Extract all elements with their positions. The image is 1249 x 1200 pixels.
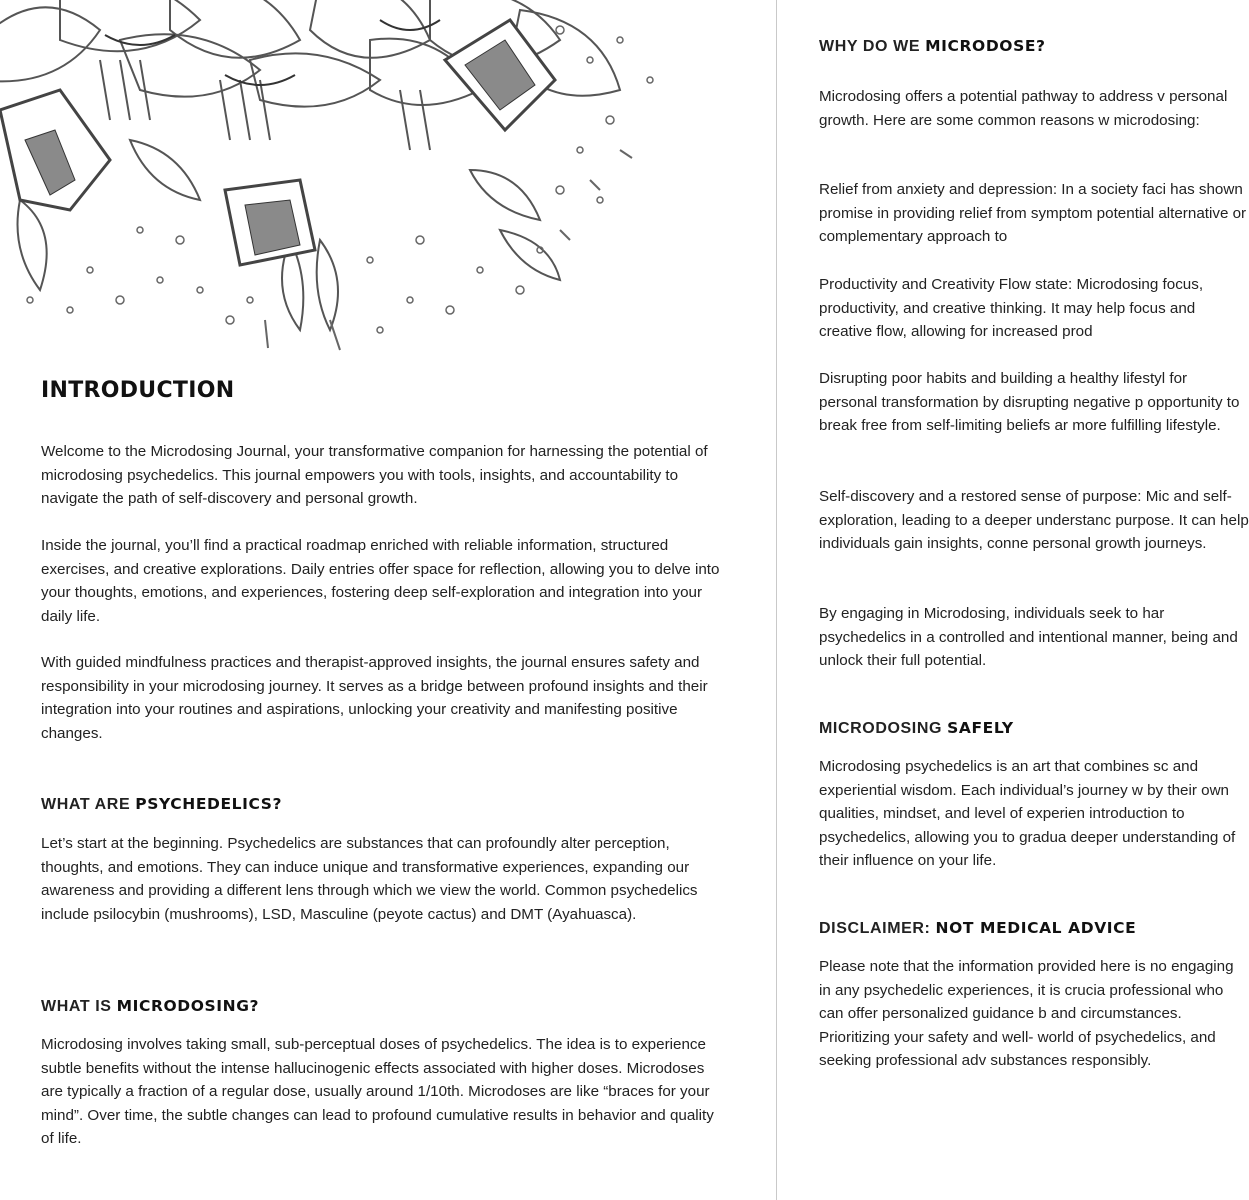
psychedelics-body: Let’s start at the beginning. Psychedelics are substances that can profoundly alter perception, thoughts, and emotions. They can induce unique and transformative experiences, expanding our awareness and providing a different lens through which we view the world. Common psychedelics include psilocybin (mushrooms), LSD, Masculine (peyote cactus) and DMT (Ayahuasca). xyxy=(41,835,698,923)
disclaimer-heading-bold: NOT MEDICAL ADVICE xyxy=(935,919,1137,937)
why-intro: Microdosing offers a potential pathway to address v personal growth. Here are some common reasons w microdosing: xyxy=(819,88,1228,129)
disclaimer-heading-prefix: DISCLAIMER: xyxy=(819,920,936,937)
psychedelics-heading-prefix: WHAT ARE xyxy=(41,796,136,813)
disclaimer-heading xyxy=(819,919,1136,938)
page-title: INTRODUCTION xyxy=(41,378,235,403)
disclaimer-body: Please note that the information provided here is no engaging in any psychedelic experiences, it is crucia professional who can offer personalized guidance b and circumstances. Prioritizing your safety and well- world of psychedelics, and seeking professional adv substances responsibly. xyxy=(819,958,1234,1070)
why-reason-1: Relief from anxiety and depression: In a society faci has shown promise in providing relief from symptom potential alternative or complementary approach to xyxy=(819,181,1247,246)
safely-heading-prefix: MICRODOSING xyxy=(819,720,948,737)
psychedelics-heading-bold: PSYCHEDELICS? xyxy=(135,795,283,813)
why-reason-4: Self-discovery and a restored sense of purpose: Mic and self-exploration, leading to a deeper understanc purpose. It can help individuals gain insights, conne personal growth journeys. xyxy=(819,488,1249,553)
why-heading-prefix: WHY DO WE xyxy=(819,38,926,55)
why-reason-3: Disrupting poor habits and building a healthy lifestyl for personal transformation by disrupting negative p opportunity to break free from self-limiting beliefs ar more fulfilling lifestyle. xyxy=(819,370,1240,435)
why-heading-bold: MICRODOSE? xyxy=(925,37,1046,55)
right-page xyxy=(777,0,1249,1200)
psychedelics-heading xyxy=(41,795,282,814)
microdosing-heading-prefix: WHAT IS xyxy=(41,998,117,1015)
microdosing-body: Microdosing involves taking small, sub-perceptual doses of psychedelics. The idea is to experience subtle benefits without the intense hallucinogenic effects associated with higher doses. Microdoses are typically a fraction of a regular dose, usually around 1/10th. Microdoses are like “braces for your mind”. Over time, the subtle changes can lead to profound cumulative results in behavior and quality of life. xyxy=(41,1036,714,1148)
safely-heading xyxy=(819,719,1014,738)
intro-paragraph-3: With guided mindfulness practices and therapist-approved insights, the journal ensures safety and responsibility in your microdosing journey. It serves as a bridge between profound insights and their integration into your routines and aspirations, unlocking your creativity and manifesting positive changes. xyxy=(41,654,708,742)
why-reason-5: By engaging in Microdosing, individuals seek to har psychedelics in a controlled and intentional manner, being and unlock their full potential. xyxy=(819,605,1238,670)
why-reason-2: Productivity and Creativity Flow state: Microdosing focus, productivity, and creative thinking. It may help focus and creative flow, allowing for increased prod xyxy=(819,276,1204,341)
safely-body: Microdosing psychedelics is an art that combines sc and experiential wisdom. Each individual’s journey w by their own qualities, mindset, and level of experien introduction to psychedelics, allowing you to gradua deeper understanding of their influence on your life. xyxy=(819,758,1236,870)
mandala-illustration xyxy=(0,0,680,360)
safely-heading-bold: SAFELY xyxy=(947,719,1014,737)
microdosing-heading xyxy=(41,997,259,1016)
why-heading xyxy=(819,37,1046,56)
intro-paragraph-1: Welcome to the Microdosing Journal, your transformative companion for harnessing the potential of microdosing psychedelics. This journal empowers you with tools, insights, and accountability to navigate the path of self-discovery and personal growth. xyxy=(41,443,708,508)
intro-paragraph-2: Inside the journal, you’ll find a practical roadmap enriched with reliable information, structured exercises, and creative explorations. Daily entries offer space for reflection, allowing you to delve into your thoughts, emotions, and experiences, fostering deep self-exploration and integration into your daily life. xyxy=(41,537,720,625)
microdosing-heading-bold: MICRODOSING? xyxy=(116,997,260,1015)
